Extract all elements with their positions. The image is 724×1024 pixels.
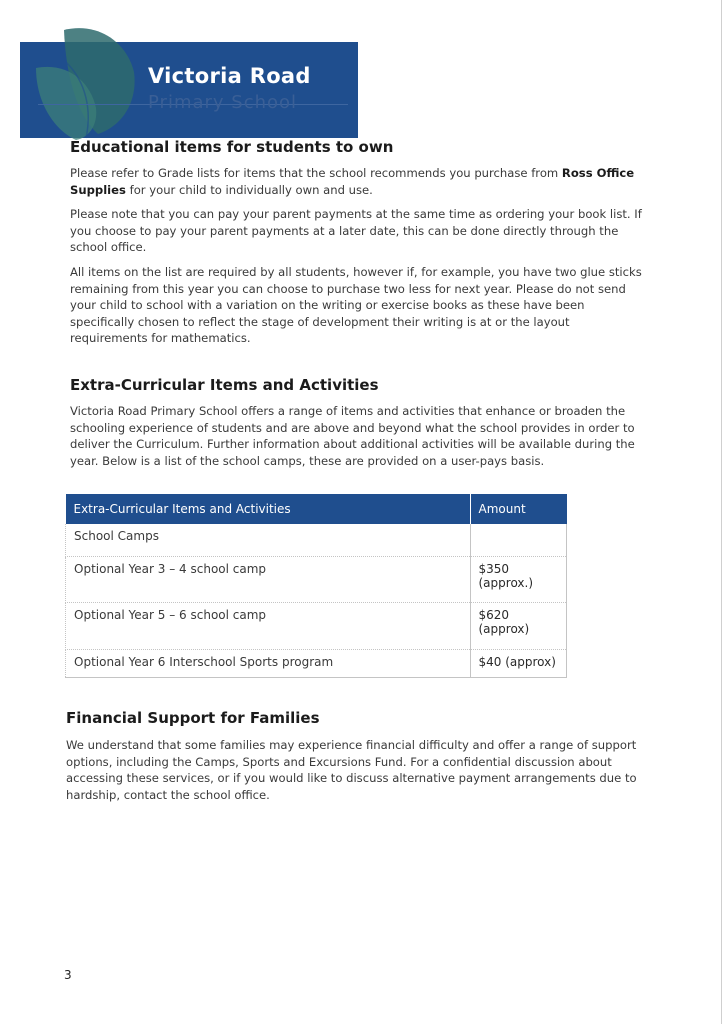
leaf-logo-icon: [26, 22, 146, 142]
para-grade-lists-text: Please refer to Grade lists for items that the school recommends you purchase from: [70, 166, 562, 180]
table-cell-amount: $620 (approx): [470, 603, 567, 650]
para-financial-support: We understand that some families may experience financial difficulty and offer a range of support options, including the Camps, Sports and Excursions Fund. For a confidential discussion about accessing these services, or if you would like to discuss alternative payment arrangements due to hardship, contact the school office.: [66, 738, 637, 802]
table-header-row: [66, 494, 567, 524]
extra-curricular-table: [65, 494, 567, 678]
para-grade-lists: [70, 165, 650, 198]
table-cell-item: School Camps: [66, 524, 471, 557]
page-number: 3: [64, 968, 72, 982]
table-cell-amount: $350 (approx.): [470, 557, 567, 603]
heading-educational-items: Educational items for students to own: [70, 138, 394, 156]
supplier-name: Ross Office Supplies: [70, 166, 635, 197]
school-banner: [20, 42, 358, 138]
column-header-item: Extra-Curricular Items and Activities: [66, 494, 471, 524]
table-row: [66, 650, 567, 678]
para-parent-payments: Please note that you can pay your parent payments at the same time as ordering your book list. If you choose to pay your parent payments at a later date, this can be done directly through the school office.: [70, 207, 642, 254]
para-grade-lists-tail: for your child to individually own and use.: [125, 182, 373, 197]
table-cell-item: Optional Year 3 – 4 school camp: [66, 557, 471, 603]
table-cell-item: Optional Year 6 Interschool Sports program: [66, 650, 471, 678]
page-edge: [721, 0, 722, 1024]
table-row: [66, 603, 567, 650]
school-name: Victoria Road: [148, 64, 311, 88]
para-required-items: All items on the list are required by all students, however if, for example, you have two glue sticks remaining from this year you can choose to purchase two less for next year. Please do not send your child to school with a variation on the writing or exercise books as these have been specifically chosen to reflect the stage of development their writing is at or the layout requirements for mathematics.: [70, 265, 642, 345]
table-row: [66, 524, 567, 557]
table-row: [66, 557, 567, 603]
table-cell-amount: [470, 524, 567, 557]
para-extra-curricular: Victoria Road Primary School offers a range of items and activities that enhance or broaden the schooling experience of students and are above and beyond what the school provides in order to deliver the Curriculum. Further information about additional activities will be available during the year. Below is a list of the school camps, these are provided on a user-pays basis.: [70, 404, 635, 468]
column-header-amount: Amount: [470, 494, 567, 524]
heading-financial-support: Financial Support for Families: [66, 709, 320, 727]
table-cell-amount: $40 (approx): [470, 650, 567, 678]
heading-extra-curricular: Extra-Curricular Items and Activities: [70, 376, 379, 394]
school-subtitle: Primary School: [148, 92, 298, 113]
table-cell-item: Optional Year 5 – 6 school camp: [66, 603, 471, 650]
